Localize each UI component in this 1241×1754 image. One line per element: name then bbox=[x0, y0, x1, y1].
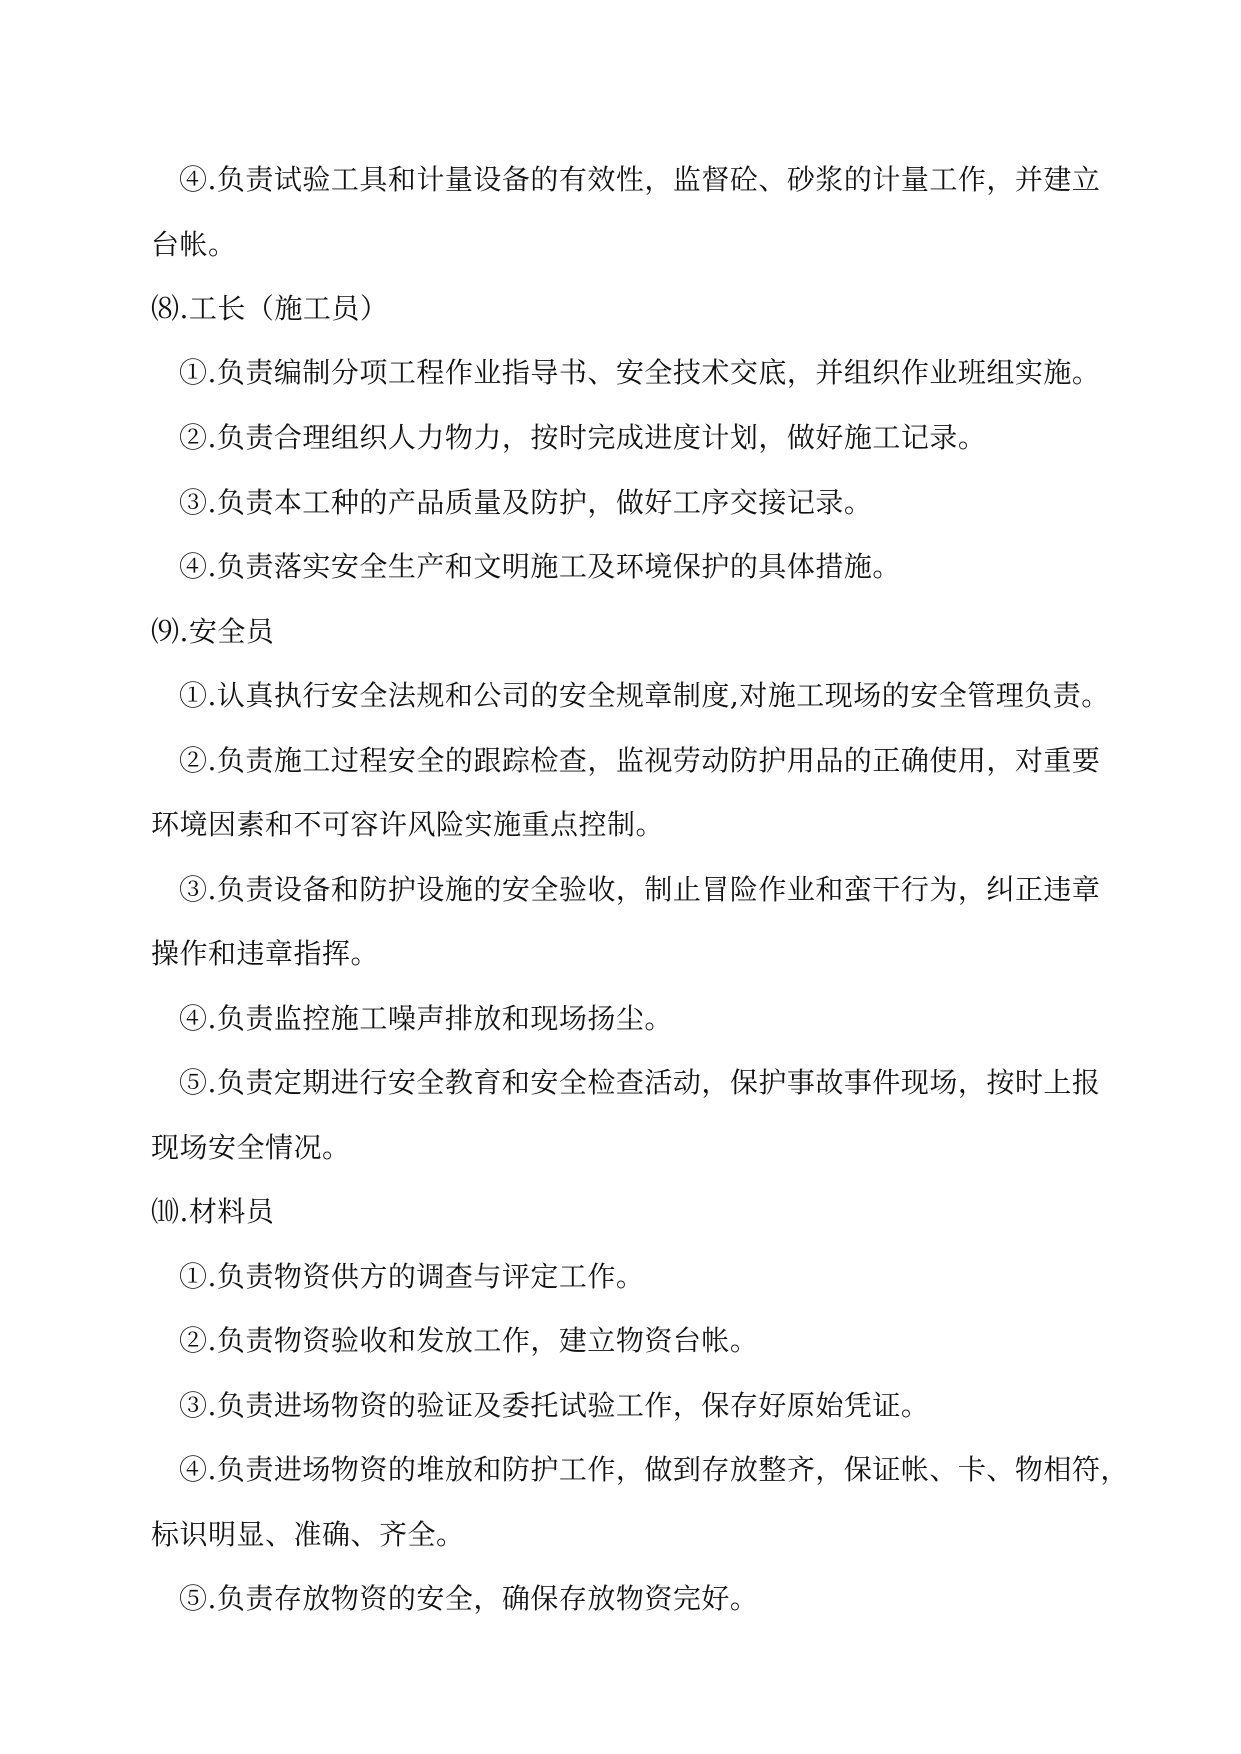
item-line: ①.负责编制分项工程作业指导书、安全技术交底，并组织作业班组实施。 bbox=[179, 356, 1101, 389]
item-continuation: 标识明显、准确、齐全。 bbox=[151, 1518, 465, 1551]
item-continuation: 台帐。 bbox=[151, 228, 237, 261]
item-line: ④.负责落实安全生产和文明施工及环境保护的具体措施。 bbox=[179, 550, 901, 583]
item-line: ①.负责物资供方的调查与评定工作。 bbox=[179, 1260, 645, 1293]
item-continuation: 现场安全情况。 bbox=[151, 1131, 351, 1164]
section-heading: ⑽.材料员 bbox=[151, 1195, 275, 1228]
item-line: ④.负责监控施工噪声排放和现场扬尘。 bbox=[179, 1002, 673, 1035]
section-heading: ⑼.安全员 bbox=[151, 615, 275, 648]
item-line: ③.负责设备和防护设施的安全验收，制止冒险作业和蛮干行为，纠正违章 bbox=[179, 873, 1101, 906]
item-line: ②.负责物资验收和发放工作，建立物资台帐。 bbox=[179, 1324, 759, 1357]
item-line: ⑤.负责定期进行安全教育和安全检查活动，保护事故事件现场，按时上报 bbox=[179, 1066, 1101, 1099]
item-line: ④.负责试验工具和计量设备的有效性，监督砼、砂浆的计量工作，并建立 bbox=[179, 163, 1101, 196]
item-line: ②.负责合理组织人力物力，按时完成进度计划，做好施工记录。 bbox=[179, 421, 987, 454]
item-line: ⑤.负责存放物资的安全，确保存放物资完好。 bbox=[179, 1582, 759, 1615]
item-continuation: 操作和违章指挥。 bbox=[151, 937, 380, 970]
item-continuation: 环境因素和不可容许风险实施重点控制。 bbox=[151, 808, 665, 841]
item-line: ③.负责进场物资的验证及委托试验工作，保存好原始凭证。 bbox=[179, 1389, 930, 1422]
item-line: ③.负责本工种的产品质量及防护，做好工序交接记录。 bbox=[179, 486, 873, 519]
item-line: ④.负责进场物资的堆放和防护工作，做到存放整齐，保证帐、卡、物相符， bbox=[179, 1453, 1129, 1486]
section-heading: ⑻.工长（施工员） bbox=[151, 292, 389, 325]
item-line: ②.负责施工过程安全的跟踪检查，监视劳动防护用品的正确使用，对重要 bbox=[179, 744, 1101, 777]
item-line: ①.认真执行安全法规和公司的安全规章制度,对施工现场的安全管理负责。 bbox=[179, 679, 1110, 712]
